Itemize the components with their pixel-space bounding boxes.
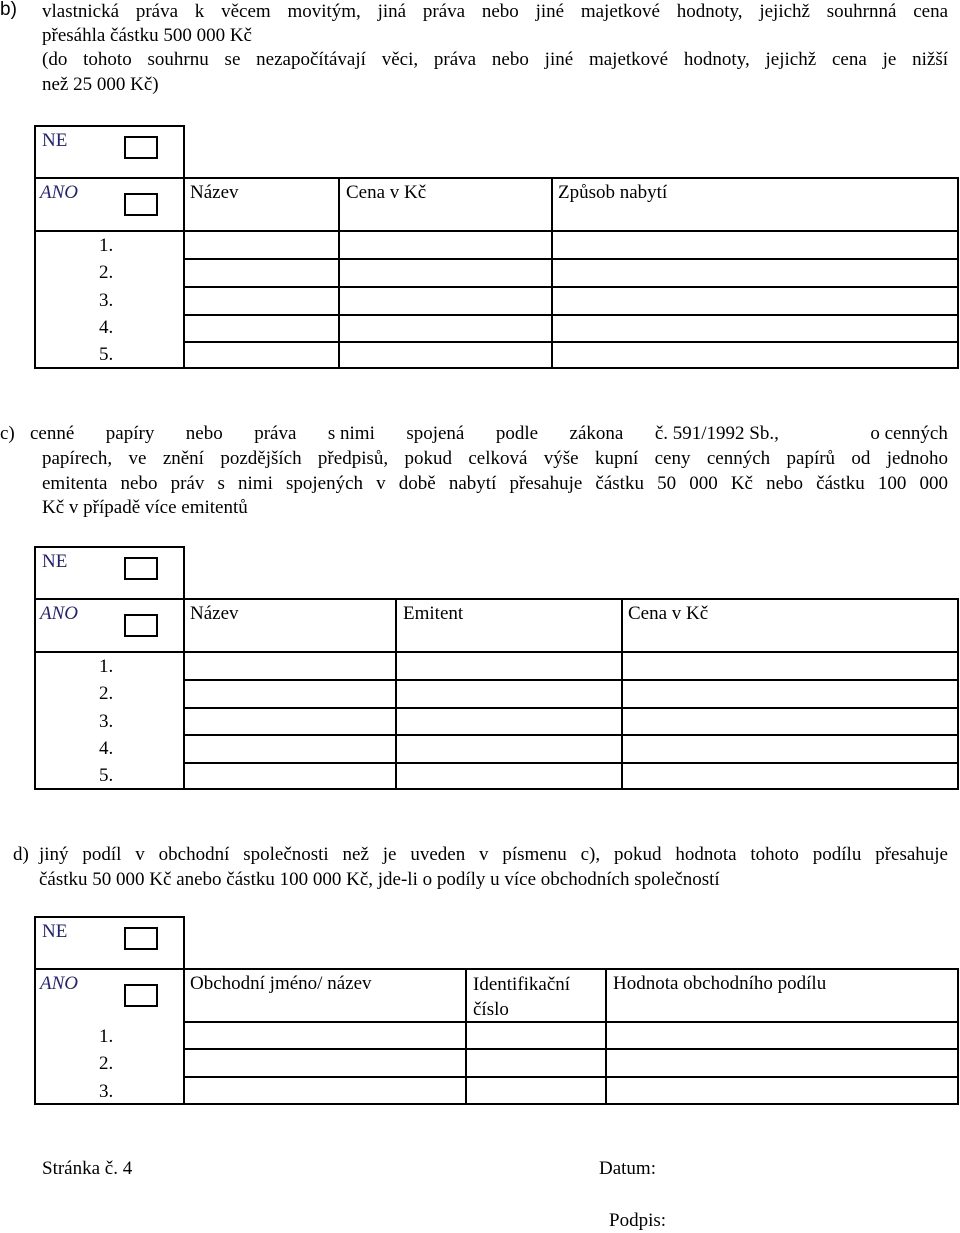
section-c-marker: c) [0, 423, 15, 444]
section-d-option-no-label: NE [42, 921, 68, 942]
section-d-marker: d) [13, 844, 29, 865]
section-b-row-number: 5. [99, 344, 114, 365]
section-c-row-number: 2. [99, 683, 114, 704]
section-d-yes-checkbox[interactable] [124, 984, 158, 1007]
section-d-option-yes-label: ANO [40, 973, 78, 994]
section-d-no-checkbox[interactable] [124, 927, 158, 950]
section-c-column-header-1: Název [190, 603, 239, 624]
section-b-text-line4: než 25 000 Kč) [42, 74, 159, 95]
section-c-row-number: 3. [99, 711, 114, 732]
page-number: Stránka č. 4 [42, 1158, 133, 1179]
section-d-row-number: 2. [99, 1053, 114, 1074]
section-d-column-header-3: Hodnota obchodního podílu [613, 973, 827, 994]
section-b-text-line2: přesáhla částku 500 000 Kč [42, 25, 252, 46]
section-c-text-line2: papírech, ve znění pozdějších předpisů, pokud celková výše kupní ceny cenných papírů od jednoho [42, 448, 948, 469]
section-c-column-header-3: Cena v Kč [628, 603, 709, 624]
section-d-column-header-2: Identifikační číslo [473, 974, 571, 1020]
section-c-text-line1: cenné papíry nebo práva s nimi spojená podle zákona č. 591/1992 Sb., o cenných [30, 423, 948, 444]
section-d-column-header-1: Obchodní jméno/ název [190, 973, 372, 994]
section-b-row-number: 4. [99, 317, 114, 338]
section-b-marker: b) [0, 0, 17, 20]
section-b-text-line1: vlastnická práva k věcem movitým, jiná práva nebo jiné majetkové hodnoty, jejichž souhrnná cena [42, 1, 948, 22]
section-b-column-header-3: Způsob nabytí [558, 182, 668, 203]
section-d-row-number: 3. [99, 1081, 114, 1102]
section-b-option-no-label: NE [42, 130, 68, 151]
section-c-option-no-label: NE [42, 551, 68, 572]
section-b-option-yes-label: ANO [40, 182, 78, 203]
section-c-text-line4: Kč v případě více emitentů [42, 497, 248, 518]
date-label: Datum: [599, 1158, 656, 1179]
section-c-option-yes-label: ANO [40, 603, 78, 624]
section-b-row-number: 1. [99, 235, 114, 256]
section-c-text-line3: emitenta nebo práv s nimi spojených v době nabytí přesahuje částku 50 000 Kč nebo částku 100 000 [42, 473, 948, 494]
section-b-row-number: 3. [99, 290, 114, 311]
section-b-column-header-1: Název [190, 182, 239, 203]
section-c-row-number: 4. [99, 738, 114, 759]
section-c-row-number: 5. [99, 765, 114, 786]
signature-label: Podpis: [609, 1210, 667, 1231]
section-b-text-line3: (do tohoto souhrnu se nezapočítávají věci, práva nebo jiné majetkové hodnoty, jejichž cena je nižší [42, 49, 948, 70]
section-b-column-header-2: Cena v Kč [346, 182, 427, 203]
section-d-row-number: 1. [99, 1026, 114, 1047]
section-b-row-number: 2. [99, 262, 114, 283]
section-d-text-line1: jiný podíl v obchodní společnosti než je uveden v písmenu c), pokud hodnota tohoto podílu přesahuje [39, 844, 948, 865]
section-c-row-number: 1. [99, 656, 114, 677]
section-d-text-line2: částku 50 000 Kč anebo částku 100 000 Kč, jde-li o podíly u více obchodních společností [39, 869, 720, 890]
section-c-column-header-2: Emitent [403, 603, 464, 624]
